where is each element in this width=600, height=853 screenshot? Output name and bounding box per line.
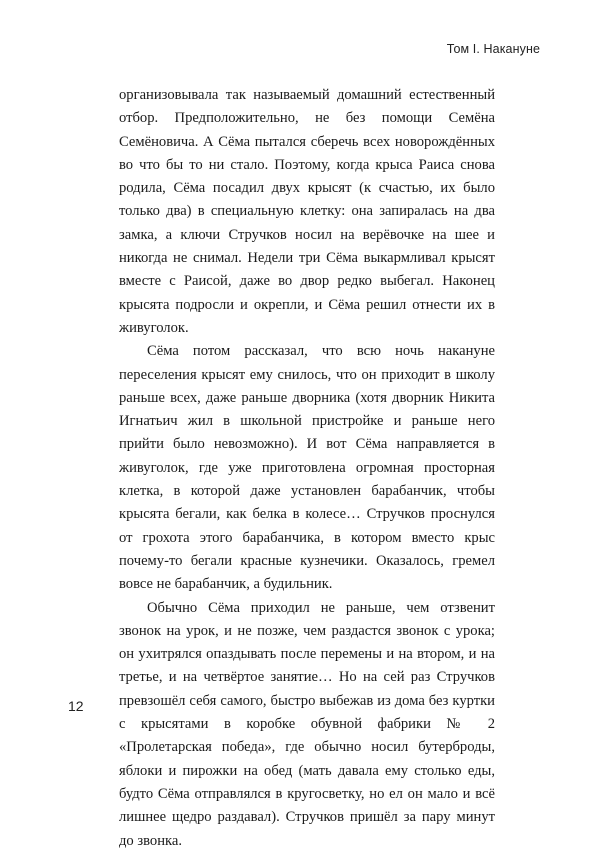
- body-text: [119, 84, 495, 853]
- paragraph-dream: Сёма потом рассказал, что всю ночь накануне переселения крысят ему снилось, что он приходит в школу раньше всех, даже раньше дворника (хотя дворник Никита Игнатьич жил в школьной пристройке и раньше него прийти было невозможно). И вот Сёма направляется в живуголок, где уже приготовлена огромная просторная клетка, в которой даже установлен барабанчик, чтобы крысята бегали, как белка в колесе… Стручков проснулся от грохота этого барабанчика, в котором вместо крыс почему-то бегали красные кузнечики. Оказалось, гремел вовсе не барабанчик, а будильник.: [119, 343, 495, 593]
- page-number: 12: [68, 698, 84, 714]
- paragraph-continuation: организовывала так называемый домашний естественный отбор. Предположительно, не без помощи Семёна Семёновича. А Сёма пытался сберечь всех новорождённых во что бы то ни стало. Поэтому, когда крыса Раиса снова родила, Сёма посадил двух крысят (к счастью, их было только два) в специальную клетку: она запиралась на два замка, а ключи Стручков носил на верёвочке на шее и никогда не снимал. Недели три Сёма выкармливал крысят вместе с Раисой, даже во двор редко выбегал. Наконец крысята подросли и окрепли, и Сёма решил отнести их в живуголок.: [119, 87, 495, 336]
- running-title: Том I. Накануне: [446, 42, 540, 56]
- paragraph-arrival: Обычно Сёма приходил не раньше, чем отзвенит звонок на урок, и не позже, чем раздастся звонок с урока; он ухитрялся опаздывать после перемены и на втором, и на третье, и на четвёртое занятие… Но на сей раз Стручков превзошёл себя самого, быстро выбежав из дома без куртки с крысятами в коробке обувной фабрики № 2 «Пролетарская победа», где обычно носил бутерброды, яблоки и пирожки на обед (мать давала ему столько еды, будто Сёма отправлялся в кругосветку, но ел он мало и всё лишнее щедро раздавал). Стручков пришёл за пару минут до звонка.: [119, 599, 495, 849]
